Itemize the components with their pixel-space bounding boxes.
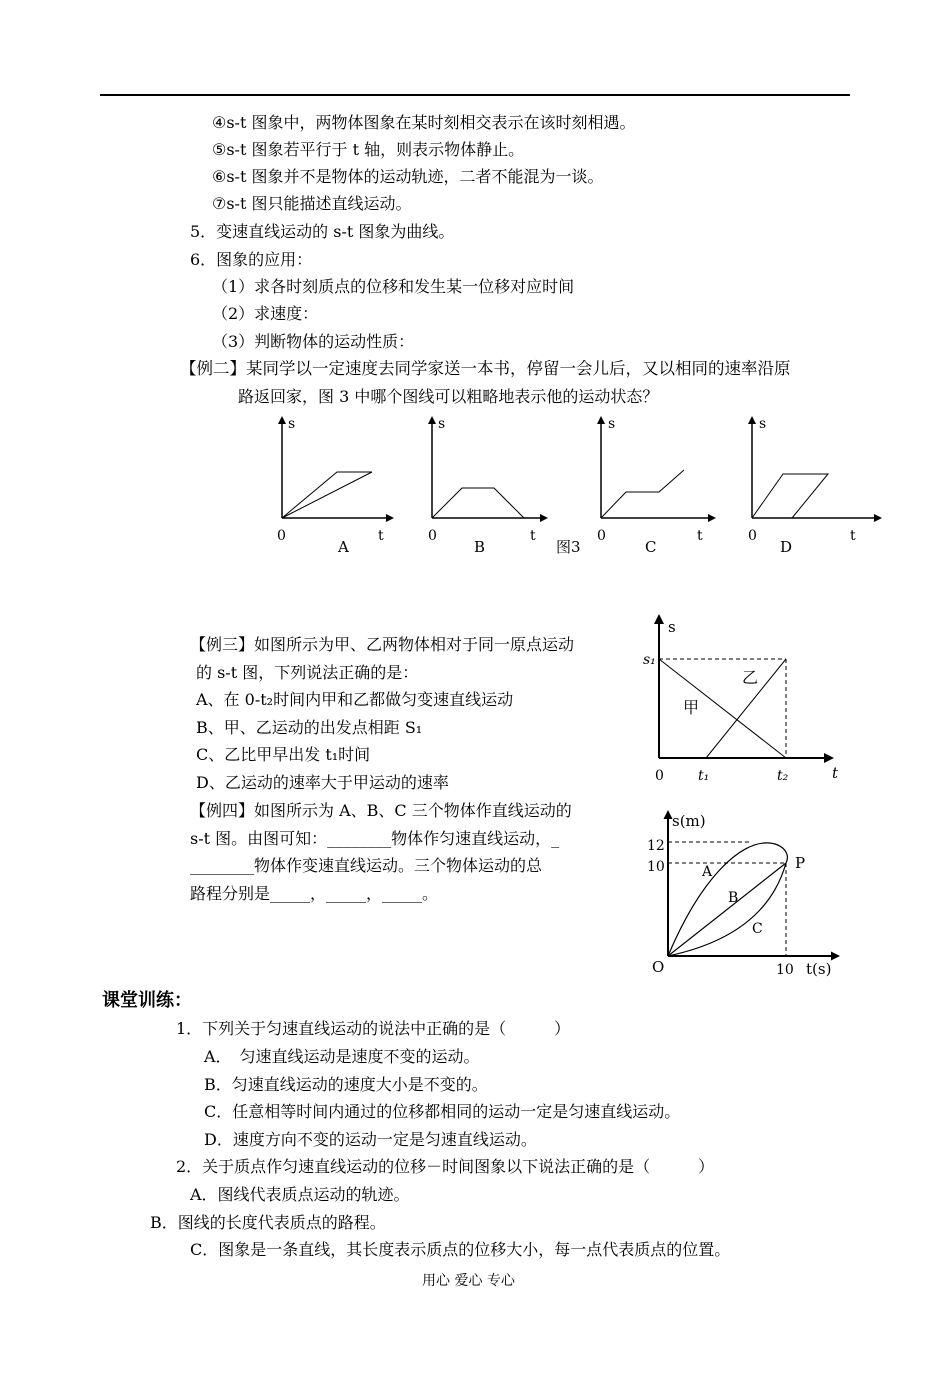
example4-x10: 10	[776, 962, 794, 978]
item-5: ⑤s-t 图象若平行于 t 轴，则表示物体静止。	[212, 140, 525, 159]
item-7: ⑦s-t 图只能描述直线运动。	[212, 194, 412, 213]
example2-line1: 【例二】某同学以一定速度去同学家送一本书，停留一会儿后，又以相同的速率沿原	[180, 359, 791, 378]
example3-line2: 的 s-t 图，下列说法正确的是：	[196, 663, 419, 682]
example2-line2: 路返回家，图 3 中哪个图线可以粗略地表示他的运动状态？	[238, 387, 659, 406]
example3-line1: 【例三】如图所示为甲、乙两物体相对于同一原点运动	[190, 635, 575, 654]
graph-c-t-label: t	[697, 528, 703, 544]
graph-c-s-label: s	[608, 416, 616, 432]
application-2: （2）求速度：	[212, 304, 319, 323]
item-4: ④s-t 图象中，两物体图象在某时刻相交表示在该时刻相遇。	[212, 113, 636, 132]
example3-origin: 0	[655, 768, 664, 784]
example4-origin: O	[652, 958, 665, 976]
graph-a-caption: A	[338, 538, 349, 556]
application-1: （1）求各时刻质点的位移和发生某一位移对应时间	[212, 277, 575, 296]
q1-stem: 1．下列关于匀速直线运动的说法中正确的是（ ）	[176, 1019, 571, 1038]
graph-c-origin: 0	[597, 528, 606, 544]
graph-b-t-label: t	[530, 528, 536, 544]
example3-s1-label: s₁	[643, 652, 656, 668]
q2-stem: 2．关于质点作匀速直线运动的位移－时间图象以下说法正确的是（ ）	[176, 1157, 715, 1176]
q1-option-c: C．任意相等时间内通过的位移都相同的运动一定是匀速直线运动。	[204, 1102, 681, 1121]
example4-a-label: A	[702, 864, 713, 880]
graph-d-s-label: s	[759, 416, 767, 432]
figure3-label: 图3	[556, 538, 581, 556]
example4-b-label: B	[728, 890, 739, 906]
example4-y10: 10	[647, 859, 665, 875]
example4-line3: ________物体作变速直线运动。三个物体运动的总	[190, 856, 543, 875]
graph-d-caption: D	[780, 538, 793, 556]
example3-s-label: s	[668, 618, 676, 636]
example3-option-d: D、乙运动的速率大于甲运动的速率	[196, 773, 449, 792]
graph-d-t-label: t	[850, 528, 856, 544]
example3-t2-label: t₂	[777, 768, 789, 784]
graph-a-s-label: s	[288, 416, 296, 432]
q1-option-a: A． 匀速直线运动是速度不变的运动。	[204, 1047, 480, 1066]
example4-y-label: s(m)	[672, 812, 706, 830]
example3-yi-label: 乙	[742, 668, 759, 687]
q1-option-d: D．速度方向不变的运动一定是匀速直线运动。	[204, 1130, 537, 1149]
graph-b-origin: 0	[428, 528, 437, 544]
graph-a-origin: 0	[277, 528, 286, 544]
example3-t1-label: t₁	[698, 768, 710, 784]
example4-c-label: C	[752, 921, 763, 937]
example3-option-c: C、乙比甲早出发 t₁时间	[196, 745, 371, 764]
example3-option-a: A、在 0-t₂时间内甲和乙都做匀变速直线运动	[196, 690, 514, 709]
graph-b-caption: B	[474, 538, 486, 556]
example3-jia-label: 甲	[683, 698, 700, 717]
example4-x-label: t(s)	[806, 960, 832, 978]
graph-a-t-label: t	[378, 528, 384, 544]
application-3: （3）判断物体的运动性质：	[212, 332, 415, 351]
q2-option-c: C．图象是一条直线，其长度表示质点的位移大小，每一点代表质点的位置。	[190, 1240, 731, 1259]
graph-d-origin: 0	[748, 528, 757, 544]
example3-t-label: t	[832, 764, 839, 782]
example4-line4: 路程分别是_____，_____，_____。	[190, 884, 439, 903]
point-6: 6．图象的应用：	[190, 250, 313, 269]
example4-line2: s-t 图。由图可知：________物体作匀速直线运动，_	[190, 829, 560, 848]
example3-option-b: B、甲、乙运动的出发点相距 S₁	[196, 718, 423, 737]
example4-p-label: P	[795, 854, 806, 872]
training-title: 课堂训练：	[102, 990, 192, 1011]
q2-option-a: A．图线代表质点运动的轨迹。	[190, 1185, 410, 1204]
graph-c-caption: C	[645, 538, 657, 556]
example4-line1: 【例四】如图所示为 A、B、C 三个物体作直线运动的	[190, 801, 572, 820]
point-5: 5．变速直线运动的 s-t 图象为曲线。	[190, 222, 455, 241]
q2-option-b: B．图线的长度代表质点的路程。	[150, 1213, 386, 1232]
example4-y12: 12	[647, 838, 665, 854]
graph-b-s-label: s	[438, 416, 446, 432]
item-6: ⑥s-t 图象并不是物体的运动轨迹，二者不能混为一谈。	[212, 167, 604, 186]
q1-option-b: B．匀速直线运动的速度大小是不变的。	[204, 1075, 488, 1094]
page-footer: 用心 爱心 专心	[422, 1273, 515, 1289]
